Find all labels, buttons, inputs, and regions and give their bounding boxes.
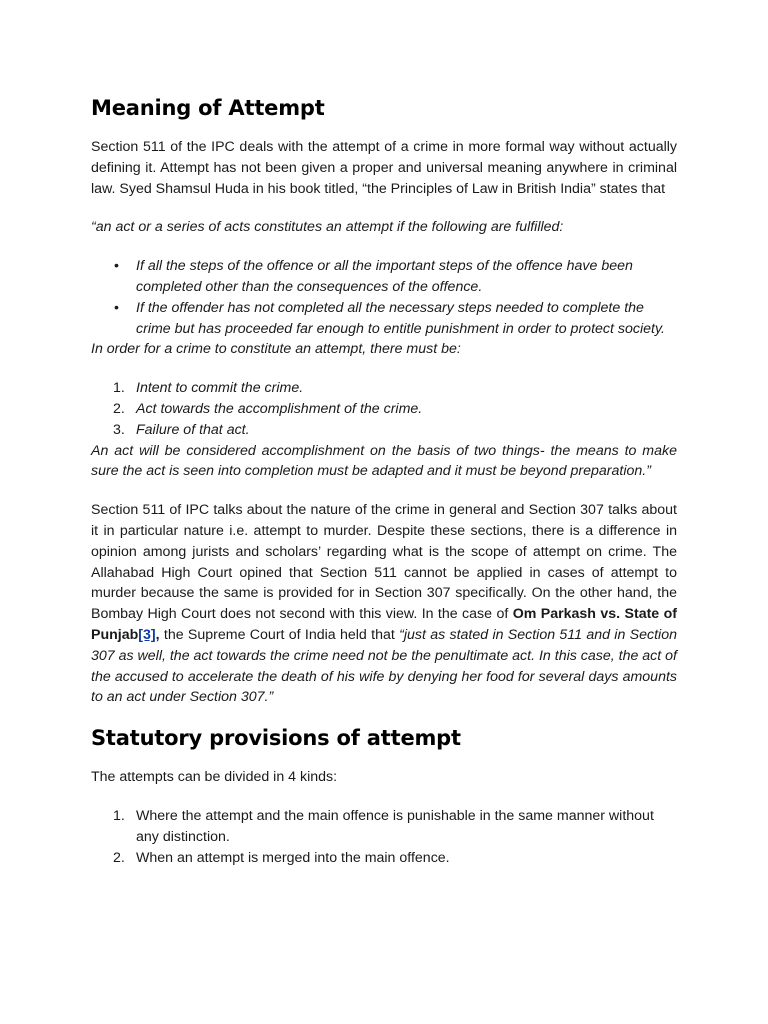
heading-meaning-of-attempt: Meaning of Attempt <box>91 96 325 120</box>
heading-statutory-provisions: Statutory provisions of attempt <box>91 726 461 751</box>
closing-quote: An act will be considered accomplishment on the basis of two things- the means to make sure the act is seen into completion must be adapted and it must be beyond preparation.” <box>91 442 677 480</box>
document-page <box>91 96 677 868</box>
case-name: Om Parkash vs. State of Punjab <box>91 606 677 643</box>
citation-link[interactable]: [3] <box>138 626 156 643</box>
intro-paragraph: Section 511 of the IPC deals with the attempt of a crime in more formal way without actually defining it. Attempt has not been given a proper and universal meaning anywhere in criminal law. Syed Shamsul Huda in his book titled, “the Principles of Law in British India” states that <box>91 139 677 197</box>
list-item: 2. Act towards the accomplishment of the crime. <box>113 400 423 417</box>
requirements-list <box>91 378 677 440</box>
list-item: 1. Where the attempt and the main offence is punishable in the same manner without any distinction. <box>113 807 654 845</box>
case-paragraph: Section 511 of IPC talks about the nature of the crime in general and Section 307 talks about it in particular nature i.e. attempt to murder. Despite these sections, there is a difference in opinion among jurists and scholars’ regarding what is the scope of attempt on crime. The Allahabad High Court opined that Section 511 cannot be applied in cases of attempt to murder because the same is provided for in Section 307 specifically. On the other hand, the Bombay High Court does not second with this view. In the case of Om Parkash vs. State of Punjab[3], the Supreme Court of India held that “just as stated in Section 511 and in Section 307 as well, the act towards the crime need not be the penultimate act. In this case, the act of the accused to accelerate the death of his wife by denying her food for several days amounts to an act under Section 307.” <box>91 502 677 706</box>
case-quote: “just as stated in Section 511 and in Section 307 as well, the act towards the crime need not be the penultimate act. In this case, the act of the accused to accelerate the death of his wife by denying her food for several days amounts to an act under Section 307.” <box>91 626 677 706</box>
bullet-marker: • <box>114 258 119 275</box>
list-item: 2. When an attempt is merged into the main offence. <box>113 849 450 866</box>
bullet-marker: • <box>114 299 119 316</box>
kinds-list <box>91 806 677 868</box>
kinds-intro: The attempts can be divided in 4 kinds: <box>91 769 338 786</box>
conditions-list <box>91 256 677 339</box>
list-item: • If the offender has not completed all the necessary steps needed to complete the crime but has proceeded far enough to entitle punishment in order to protect society. <box>114 299 665 337</box>
list-item: 1. Intent to commit the crime. <box>113 380 304 397</box>
quote-lead: “an act or a series of acts constitutes an attempt if the following are fulfilled: <box>91 219 564 236</box>
list-item: • If all the steps of the offence or all the important steps of the offence have been completed other than the consequences of the offence. <box>114 258 633 295</box>
list-item: 3. Failure of that act. <box>113 421 250 438</box>
constitute-lead: In order for a crime to constitute an attempt, there must be: <box>91 341 461 358</box>
